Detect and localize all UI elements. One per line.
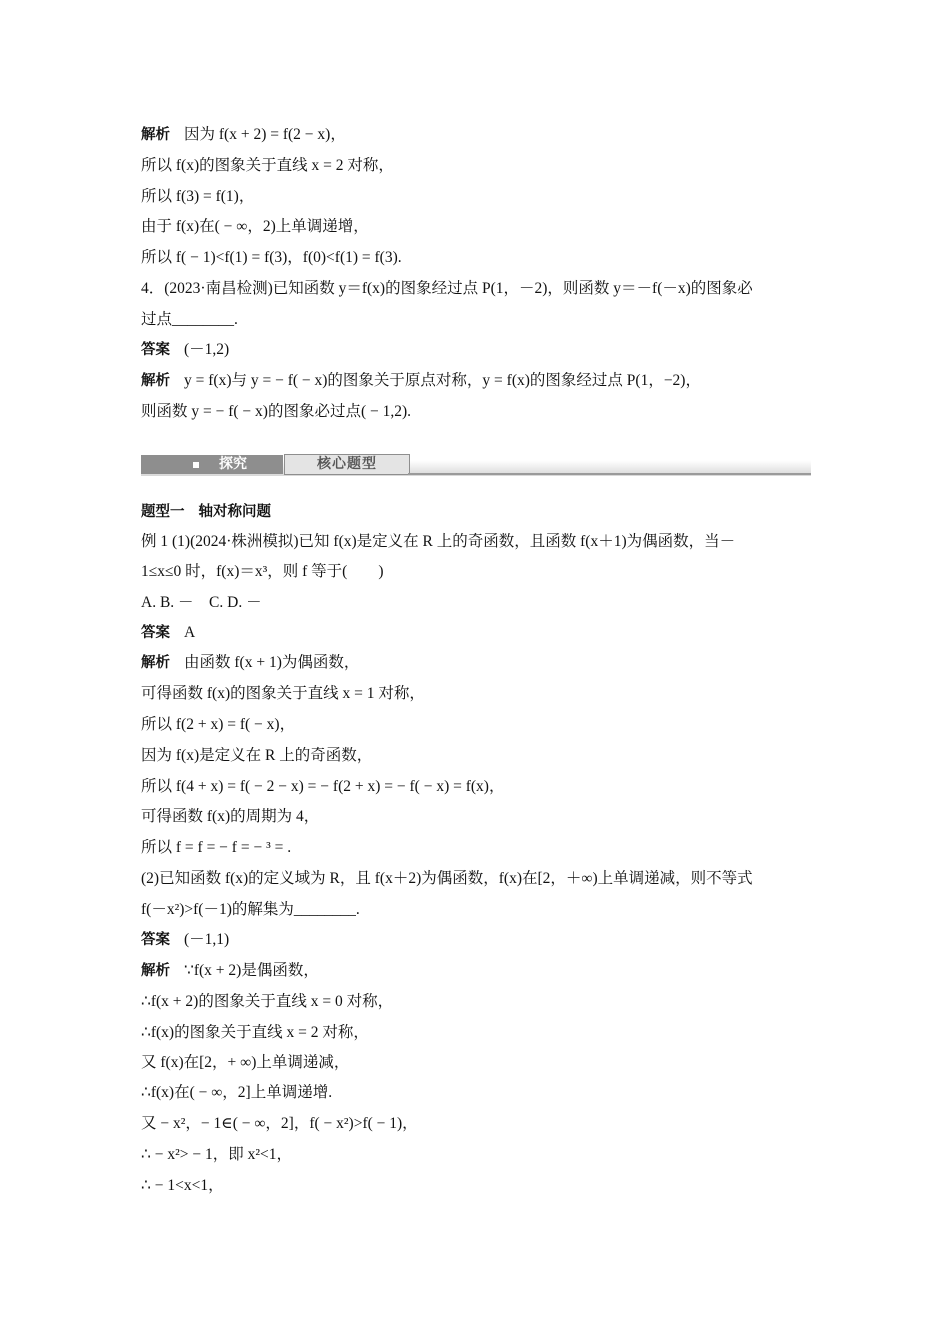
line-text: ∴f(x)的图象关于直线 x = 2 对称， [141, 1024, 369, 1041]
text-line [141, 652, 811, 674]
line-label: 解析 [141, 963, 170, 979]
text-line [141, 501, 811, 523]
text-line [141, 1144, 811, 1166]
line-text: ∴ − x²> − 1，即 x²<1， [141, 1146, 292, 1163]
line-label: 答案 [141, 932, 170, 948]
line-text: 又 − x²，− 1∈( − ∞，2]，f( − x²)>f( − 1)， [141, 1115, 418, 1132]
text-line [141, 309, 811, 331]
line-text: 因为 f(x + 2) = f(2 − x)， [184, 126, 346, 143]
line-text: 所以 f( − 1)<f(1) = f(3)，f(0)<f(1) = f(3). [141, 249, 402, 266]
text-line [141, 1022, 811, 1044]
line-label: 解析 [141, 655, 170, 671]
text-line [141, 278, 811, 300]
text-line [141, 837, 811, 859]
line-text: (－1,2) [184, 341, 230, 358]
text-line [141, 1052, 811, 1074]
text-line [141, 683, 811, 705]
line-label: 答案 [141, 342, 170, 358]
line-text: 1≤x≤0 时，f(x)＝x³，则 f 等于( ) [141, 563, 384, 580]
line-text: 过点________. [141, 311, 238, 328]
text-line [141, 339, 811, 361]
text-line [141, 991, 811, 1013]
text-line [141, 186, 811, 208]
line-label: 答案 [141, 625, 170, 641]
text-line [141, 776, 811, 798]
square-bullet-icon [193, 462, 199, 468]
text-line [141, 929, 811, 951]
text-line [141, 714, 811, 736]
line-text: ∵f(x + 2)是偶函数， [184, 962, 319, 979]
line-text: (－1,1) [184, 931, 230, 948]
text-line [141, 247, 811, 269]
line-text: 因为 f(x)是定义在 R 上的奇函数， [141, 747, 373, 764]
line-text: ∴f(x + 2)的图象关于直线 x = 0 对称， [141, 993, 394, 1010]
line-text: 所以 f(4 + x) = f( − 2 − x) = − f(2 + x) = − f( − x) = f(x)， [141, 778, 505, 795]
banner-divider [408, 473, 811, 475]
text-line [141, 155, 811, 177]
text-line [141, 960, 811, 982]
banner-left-label: 探究 [219, 456, 247, 472]
line-text: f(－x²)>f(－1)的解集为________. [141, 901, 360, 918]
line-text: 例 1 (1)(2024·株洲模拟)已知 f(x)是定义在 R 上的奇函数，且函数 f(x＋1)为偶函数，当－ [141, 533, 736, 550]
line-text: 可得函数 f(x)的周期为 4， [141, 808, 320, 825]
line-label: 解析 [141, 127, 170, 143]
line-text: (2)已知函数 f(x)的定义域为 R，且 f(x＋2)为偶函数，f(x)在[2，＋∞)上单调递减，则不等式 [141, 870, 753, 887]
line-text: 由于 f(x)在( − ∞，2)上单调递增， [141, 218, 369, 235]
line-text: 所以 f(3) = f(1)， [141, 188, 255, 205]
text-line [141, 1082, 811, 1104]
text-line [141, 124, 811, 146]
text-line [141, 531, 811, 553]
line-label: 题型一 [141, 504, 185, 520]
text-line [141, 1113, 811, 1135]
text-line [141, 806, 811, 828]
line-text: 所以 f = f = − f = − ³ = . [141, 839, 292, 856]
text-line [141, 216, 811, 238]
line-text: ∴f(x)在( − ∞，2]上单调递增. [141, 1084, 333, 1101]
line-text: 轴对称问题 [198, 504, 271, 520]
line-text: 可得函数 f(x)的图象关于直线 x = 1 对称， [141, 685, 425, 702]
text-line [141, 592, 811, 614]
line-text: A. B. － C. D. － [141, 594, 262, 611]
line-label: 解析 [141, 373, 170, 389]
line-text: 由函数 f(x + 1)为偶函数， [184, 654, 360, 671]
text-line [141, 401, 811, 423]
text-line [141, 745, 811, 767]
text-line [141, 1175, 811, 1197]
text-line [141, 561, 811, 583]
text-line [141, 899, 811, 921]
line-text: A [184, 624, 196, 641]
line-text: ∴ − 1<x<1， [141, 1177, 224, 1194]
banner-left-tab [141, 455, 283, 474]
line-text: y = f(x)与 y = − f( − x)的图象关于原点对称，y = f(x)的图象经过点 P(1，−2)， [184, 372, 701, 389]
text-line [141, 622, 811, 644]
line-text: 所以 f(x)的图象关于直线 x = 2 对称， [141, 157, 394, 174]
text-line [141, 868, 811, 890]
line-text: 所以 f(2 + x) = f( − x)， [141, 716, 296, 733]
banner-right-tab: 核心题型 [284, 454, 410, 475]
line-text: 4．(2023·南昌检测)已知函数 y＝f(x)的图象经过点 P(1，－2)，则函数 y＝－f(－x)的图象必 [141, 280, 753, 297]
text-line [141, 370, 811, 392]
section-banner [141, 452, 811, 476]
line-text: 则函数 y = − f( − x)的图象必过点( − 1,2). [141, 403, 412, 420]
line-text: 又 f(x)在[2，+ ∞)上单调递减， [141, 1054, 350, 1071]
